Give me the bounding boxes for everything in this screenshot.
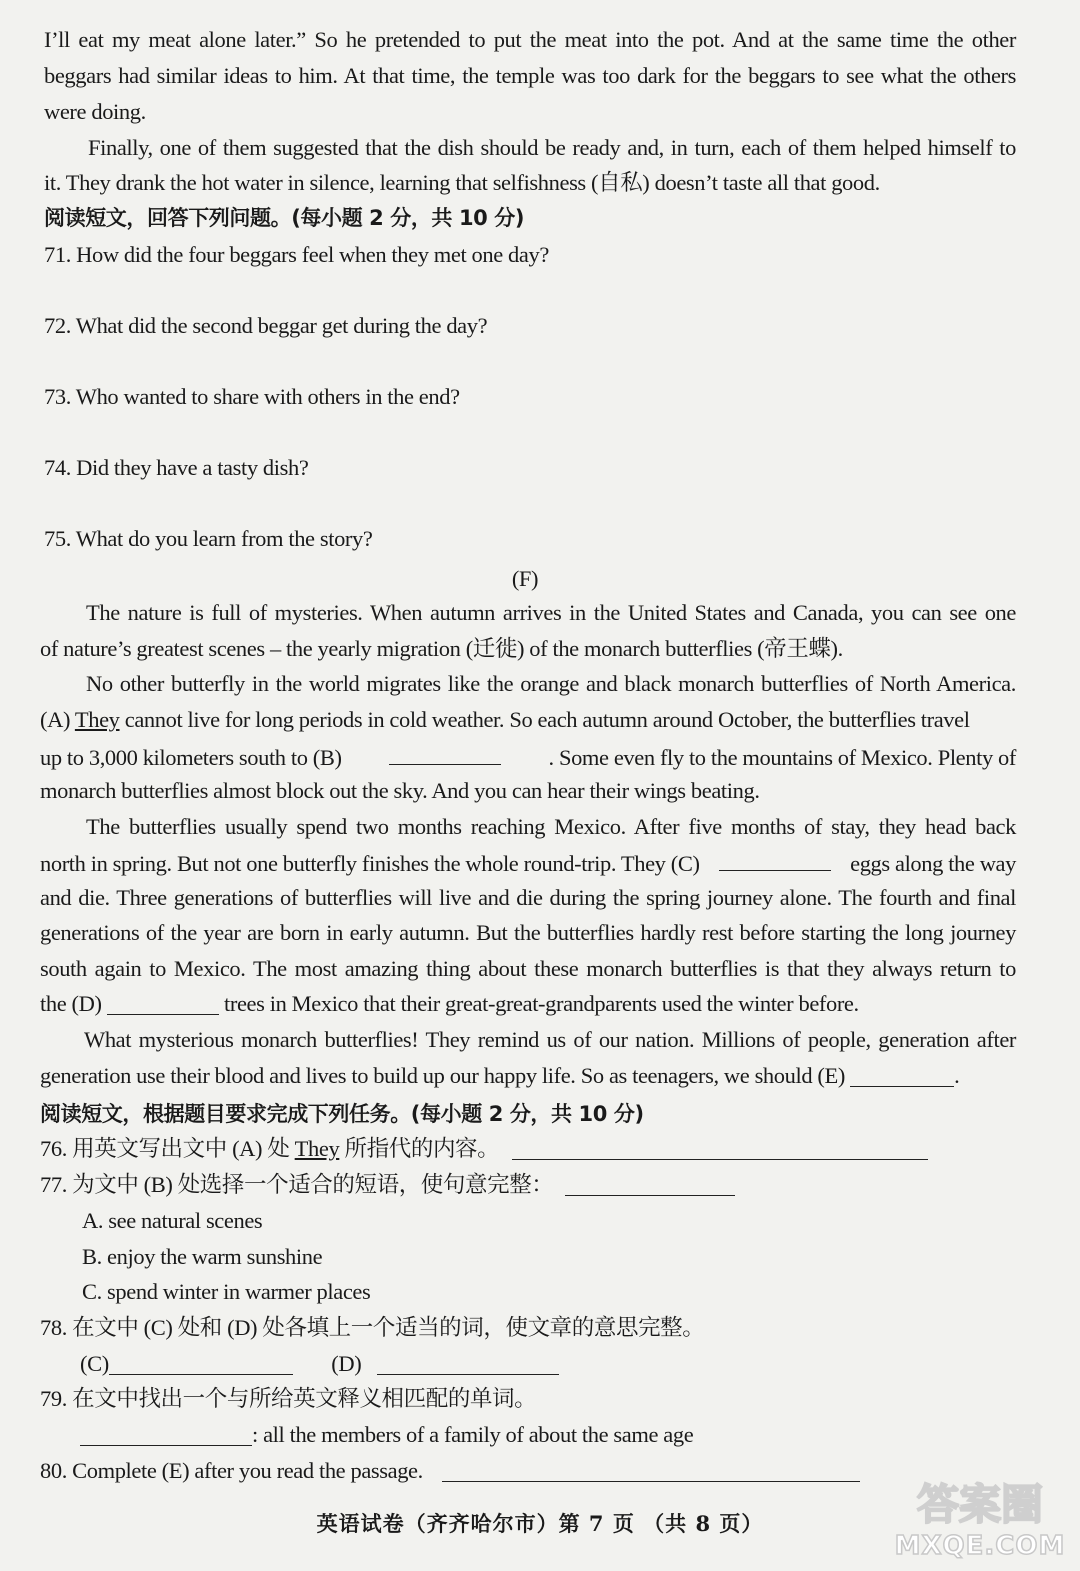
- question-text: 77. 为文中 (B) 处选择一个适合的短语，使句意完整：: [40, 1172, 554, 1197]
- option-a: A. see natural scenes: [82, 1208, 263, 1233]
- passage-text: north in spring. But not one butterfly finishes the whole round-trip. They (C): [40, 851, 700, 876]
- label-d: (D): [331, 1351, 362, 1376]
- question-80: [40, 1453, 860, 1489]
- blank-b: [389, 738, 501, 765]
- passage-line: south again to Mexico. The most amazing thing about these monarch butterflies is that they always return to: [40, 956, 1016, 981]
- watermark-logo: [890, 1481, 1070, 1565]
- marker-a: (A): [40, 707, 71, 732]
- passage-text: up to 3,000 kilometers south to (B): [40, 745, 342, 770]
- question-77: [40, 1167, 735, 1203]
- question-79-definition: [80, 1417, 693, 1453]
- passage-line: [40, 702, 1016, 738]
- passage-line: No other butterfly in the world migrates like the orange and black monarch butterflies of North America.: [86, 671, 1016, 696]
- passage-line: What mysterious monarch butterflies! They remind us of our nation. Millions of people, generation after: [84, 1027, 1016, 1052]
- option-c: C. spend winter in warmer places: [82, 1279, 371, 1304]
- blank-d: [107, 988, 219, 1015]
- question-78: 78. 在文中 (C) 处和 (D) 处各填上一个适当的词，使文章的意思完整。: [40, 1315, 705, 1340]
- passage-text: trees in Mexico that their great-great-grandparents used the winter before.: [224, 991, 859, 1016]
- answer-line-77[interactable]: [565, 1169, 735, 1196]
- passage-line: generations of the year are born in early autumn. But the butterflies hardly rest before starting the long journey: [40, 920, 1016, 945]
- passage-text: .: [954, 1063, 960, 1088]
- question-78-answers: [80, 1346, 559, 1382]
- option-b: B. enjoy the warm sunshine: [82, 1244, 323, 1269]
- text-line: were doing.: [44, 99, 146, 124]
- question-72: 72. What did the second beggar get during the day?: [44, 313, 488, 338]
- question-71: 71. How did the four beggars feel when they met one day?: [44, 242, 549, 267]
- passage-line: [40, 1058, 959, 1094]
- passage-line: monarch butterflies almost block out the sky. And you can hear their wings beating.: [40, 778, 760, 803]
- answer-line-76[interactable]: [512, 1133, 928, 1160]
- blank-e: [850, 1060, 954, 1087]
- passage-text: . Some even fly to the mountains of Mexico. Plenty of: [548, 745, 1016, 770]
- passage-text: generation use their blood and lives to build up our happy life. So as teenagers, we should (E): [40, 1063, 845, 1088]
- text-line: it. They drank the hot water in silence, learning that selfishness (自私) doesn’t taste all that good.: [44, 170, 880, 195]
- blank-c: [719, 844, 831, 871]
- watermark-top: 答案圈: [916, 1480, 1043, 1529]
- question-text: 80. Complete (E) after you read the passage.: [40, 1458, 423, 1483]
- question-text: 76. 用英文写出文中 (A) 处: [40, 1136, 290, 1161]
- question-79: 79. 在文中找出一个与所给英文释义相匹配的单词。: [40, 1386, 537, 1411]
- question-76: [40, 1131, 928, 1167]
- underlined-they: They: [74, 707, 120, 732]
- passage-line: of nature’s greatest scenes – the yearly migration (迁徙) of the monarch butterflies (帝王蝶).: [40, 636, 843, 661]
- answer-line-80[interactable]: [442, 1455, 860, 1482]
- page-footer: 英语试卷（齐齐哈尔市）第 7 页 （共 8 页）: [316, 1511, 764, 1536]
- answer-line-78c[interactable]: [109, 1348, 293, 1375]
- label-c: (C): [80, 1351, 109, 1376]
- text-line: Finally, one of them suggested that the dish should be ready and, in turn, each of them helped himself to: [88, 135, 1016, 160]
- watermark-bottom: MXQE.COM: [894, 1531, 1066, 1561]
- text-line: I’ll eat my meat alone later.” So he pretended to put the meat into the pot. And at the same time the other: [44, 27, 1016, 52]
- passage-text: eggs along the way: [850, 851, 1016, 876]
- answer-line-79[interactable]: [80, 1419, 252, 1446]
- passage-line: and die. Three generations of butterflies will live and die during the spring journey alone. The fourth and final: [40, 885, 1016, 910]
- passage-line: The butterflies usually spend two months reaching Mexico. After five months of stay, they head back: [86, 814, 1016, 839]
- passage-line: [40, 986, 859, 1022]
- definition-text: : all the members of a family of about the same age: [252, 1422, 694, 1447]
- passage-text: the (D): [40, 991, 102, 1016]
- underlined-they: They: [294, 1136, 340, 1161]
- answer-line-78d[interactable]: [377, 1348, 559, 1375]
- passage-line: The nature is full of mysteries. When autumn arrives in the United States and Canada, you can see one: [86, 600, 1016, 625]
- text-line: beggars had similar ideas to him. At that time, the temple was too dark for the beggars to see what the others: [44, 63, 1016, 88]
- question-73: 73. Who wanted to share with others in the end?: [44, 384, 460, 409]
- question-text: 所指代的内容。: [344, 1136, 500, 1161]
- question-74: 74. Did they have a tasty dish?: [44, 455, 309, 480]
- passage-line: [40, 844, 1016, 882]
- passage-text: cannot live for long periods in cold weather. So each autumn around October, the butterflies travel: [124, 707, 970, 732]
- question-75: 75. What do you learn from the story?: [44, 526, 373, 551]
- passage-line: [40, 738, 1016, 776]
- section-f-label: (F): [511, 566, 539, 591]
- section-instruction: 阅读短文，根据题目要求完成下列任务。(每小题 2 分，共 10 分): [40, 1102, 644, 1126]
- section-instruction: 阅读短文，回答下列问题。(每小题 2 分，共 10 分): [44, 206, 525, 230]
